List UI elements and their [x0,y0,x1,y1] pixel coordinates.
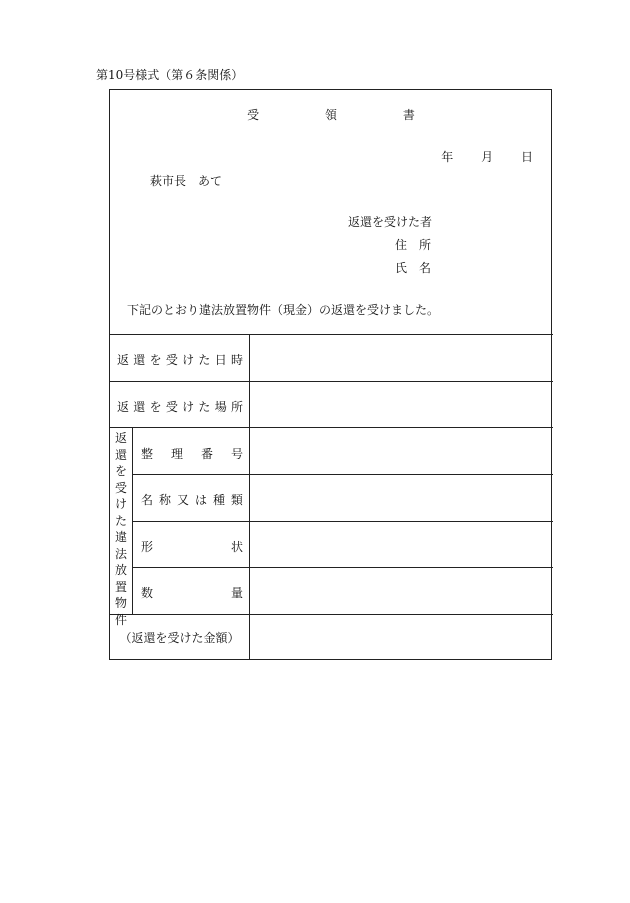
year-label: 年 [441,150,454,164]
item-quantity-field[interactable] [250,568,553,614]
title-char: 受 [247,108,261,122]
receipt-form [109,89,552,660]
title-char: 領 [324,108,338,122]
date-line [417,148,533,165]
label-returned-amount: （返還を受けた金額） [119,631,240,645]
form-number: 第10号様式（第６条関係） [96,68,244,82]
returned-amount-field[interactable] [250,615,553,659]
recipient-heading: 返還を受けた者 [348,215,433,229]
name-label: 氏 名 [395,261,431,275]
group-divider [132,427,133,614]
item-shape-field[interactable] [250,522,553,567]
month-label: 月 [481,150,494,164]
item-number-field[interactable] [250,428,553,474]
label-return-datetime: 返 還 を 受 け た 日 時 [117,353,243,367]
label-return-place: 返 還 を 受 け た 場 所 [117,400,243,414]
item-name-field[interactable] [250,475,553,521]
address-label: 住 所 [395,238,431,252]
title-char: 書 [402,108,416,122]
return-datetime-field[interactable] [250,335,553,381]
addressee: 萩市長 あて [150,174,223,188]
label-item-shape: 形 状 [141,540,243,554]
label-item-name: 名 称 又 は 種 類 [141,493,243,507]
group-label-illegal-items: 返 還 を 受 け た 違 法 放 置 物 件 [114,431,127,627]
label-item-number: 整 理 番 号 [141,447,243,461]
day-label: 日 [520,150,533,164]
return-place-field[interactable] [250,382,553,427]
statement-text: 下記のとおり違法放置物件（現金）の返還を受けました。 [127,303,440,317]
form-title [110,106,553,123]
label-item-quantity: 数 量 [141,586,243,600]
